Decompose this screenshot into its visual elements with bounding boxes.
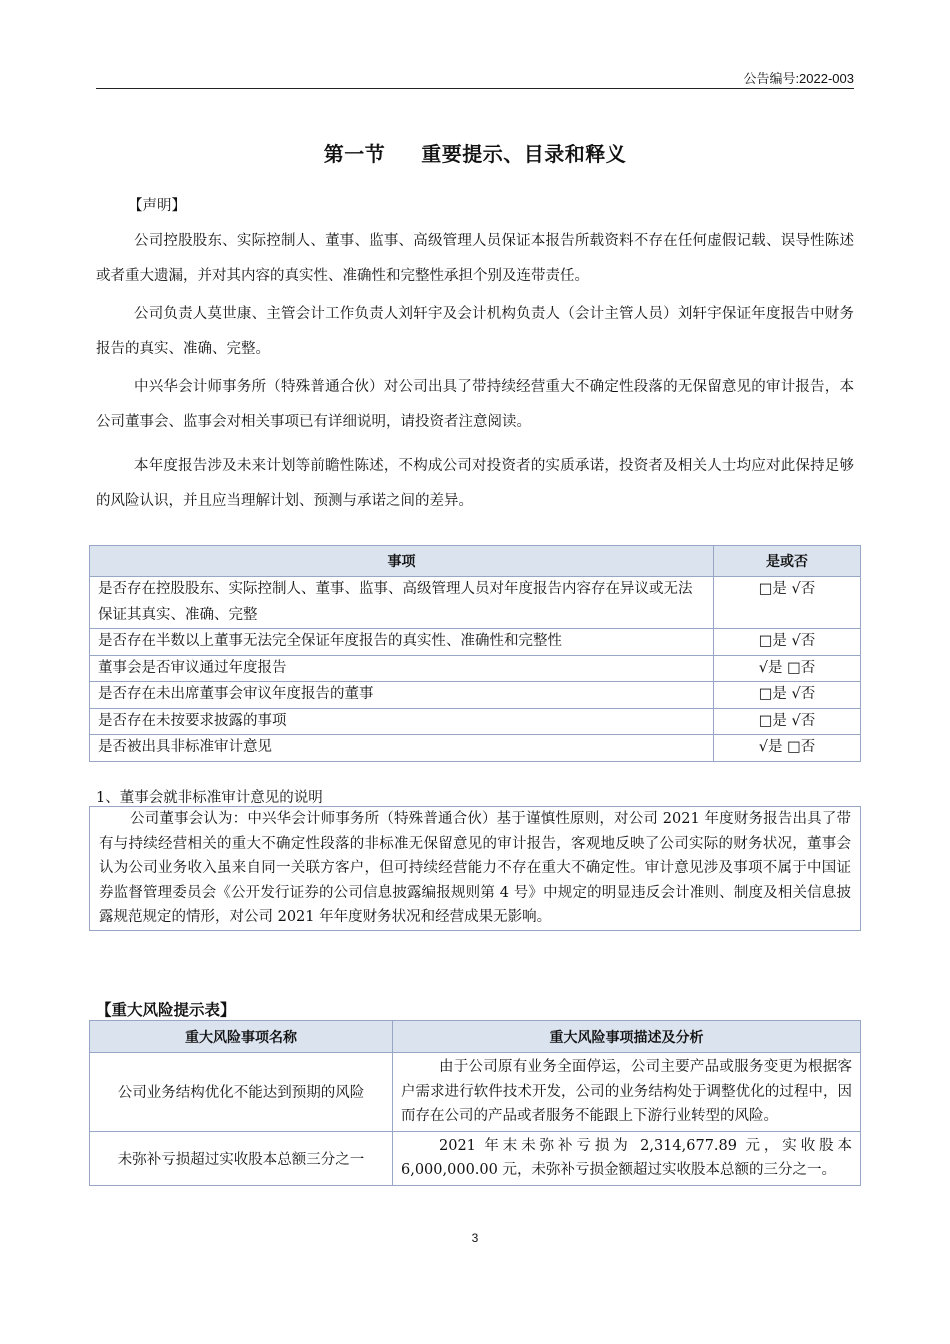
table-header-row xyxy=(90,1021,861,1053)
table-row xyxy=(90,629,861,656)
audit-opinion-note: 公司董事会认为：中兴华会计师事务所（特殊普通合伙）基于谨慎性原则，对公司 2021 年度财务报告出具了带有与持续经营相关的重大不确定性段落的非标准无保留意见的审计报告，客观地反映了公司实际的财务状况，董事会认为公司业务收入虽来自同一关联方客户，但可持续经营能力不存在重大不确定性。审计意见涉及事项不属于中国证券监督管理委员会《公开发行证券的公司信息披露编报规则第 4 号》中规定的明显违反会计准则、制度及相关信息披露规范规定的情形，对公司 2021 年年度财务状况和经营成果无影响。 xyxy=(89,806,861,931)
column-header-answer: 是或否 xyxy=(714,546,861,577)
answer-cell: □是 √否 xyxy=(714,629,861,656)
column-header-risk-desc: 重大风险事项描述及分析 xyxy=(393,1021,861,1053)
answer-cell: √是 □否 xyxy=(714,735,861,762)
table-row xyxy=(90,577,861,629)
answer-cell: □是 √否 xyxy=(714,577,861,629)
risk-table xyxy=(89,1020,861,1186)
item-cell: 是否存在未按要求披露的事项 xyxy=(90,708,714,735)
statement-paragraph: 公司控股股东、实际控制人、董事、监事、高级管理人员保证本报告所载资料不存在任何虚假记载、误导性陈述或者重大遗漏，并对其内容的真实性、准确性和完整性承担个别及连带责任。 xyxy=(96,233,854,284)
column-header-item: 事项 xyxy=(90,546,714,577)
header-divider xyxy=(96,88,854,89)
item-cell: 是否被出具非标准审计意见 xyxy=(90,735,714,762)
item-cell: 是否存在控股股东、实际控制人、董事、监事、高级管理人员对年度报告内容存在异议或无法保证其真实、准确、完整 xyxy=(90,577,714,629)
section-heading: 重要提示、目录和释义 xyxy=(421,142,627,166)
item-cell: 董事会是否审议通过年度报告 xyxy=(90,655,714,682)
statement-paragraph: 公司负责人莫世康、主管会计工作负责人刘轩宇及会计机构负责人（会计主管人员）刘轩宇保证年度报告中财务报告的真实、准确、完整。 xyxy=(96,306,854,357)
risk-name-cell: 未弥补亏损超过实收股本总额三分之一 xyxy=(90,1131,393,1185)
confirmation-table xyxy=(89,545,861,762)
item-cell: 是否存在未出席董事会审议年度报告的董事 xyxy=(90,682,714,709)
section-title xyxy=(0,138,950,167)
answer-cell: □是 √否 xyxy=(714,682,861,709)
table-row xyxy=(90,735,861,762)
risk-desc-cell: 2021 年末未弥补亏损为 2,314,677.89 元，实收股本 6,000,000.00 元，未弥补亏损金额超过实收股本总额的三分之一。 xyxy=(393,1131,861,1185)
answer-cell: √是 □否 xyxy=(714,655,861,682)
column-header-risk-name: 重大风险事项名称 xyxy=(90,1021,393,1053)
statement-paragraph: 本年度报告涉及未来计划等前瞻性陈述，不构成公司对投资者的实质承诺，投资者及相关人士均应对此保持足够的风险认识，并且应当理解计划、预测与承诺之间的差异。 xyxy=(96,458,854,509)
table-row xyxy=(90,708,861,735)
statement-label: 【声明】 xyxy=(128,198,186,214)
table-header-row xyxy=(90,546,861,577)
announcement-number: 公告编号:2022-003 xyxy=(743,71,854,86)
table-row xyxy=(90,682,861,709)
risk-table-title: 【重大风险提示表】 xyxy=(96,1001,236,1019)
page-number: 3 xyxy=(471,1231,479,1245)
table-row xyxy=(90,1053,861,1132)
section-part: 第一节 xyxy=(323,142,386,166)
table-row xyxy=(90,655,861,682)
audit-opinion-note-label: 1、董事会就非标准审计意见的说明 xyxy=(96,790,323,806)
table-row xyxy=(90,1131,861,1185)
item-cell: 是否存在半数以上董事无法完全保证年度报告的真实性、准确性和完整性 xyxy=(90,629,714,656)
answer-cell: □是 √否 xyxy=(714,708,861,735)
statement-paragraph: 中兴华会计师事务所（特殊普通合伙）对公司出具了带持续经营重大不确定性段落的无保留意见的审计报告，本公司董事会、监事会对相关事项已有详细说明，请投资者注意阅读。 xyxy=(96,379,854,430)
risk-name-cell: 公司业务结构优化不能达到预期的风险 xyxy=(90,1053,393,1132)
risk-desc-cell: 由于公司原有业务全面停运，公司主要产品或服务变更为根据客户需求进行软件技术开发，公司的业务结构处于调整优化的过程中，因而存在公司的产品或者服务不能跟上下游行业转型的风险。 xyxy=(393,1053,861,1132)
